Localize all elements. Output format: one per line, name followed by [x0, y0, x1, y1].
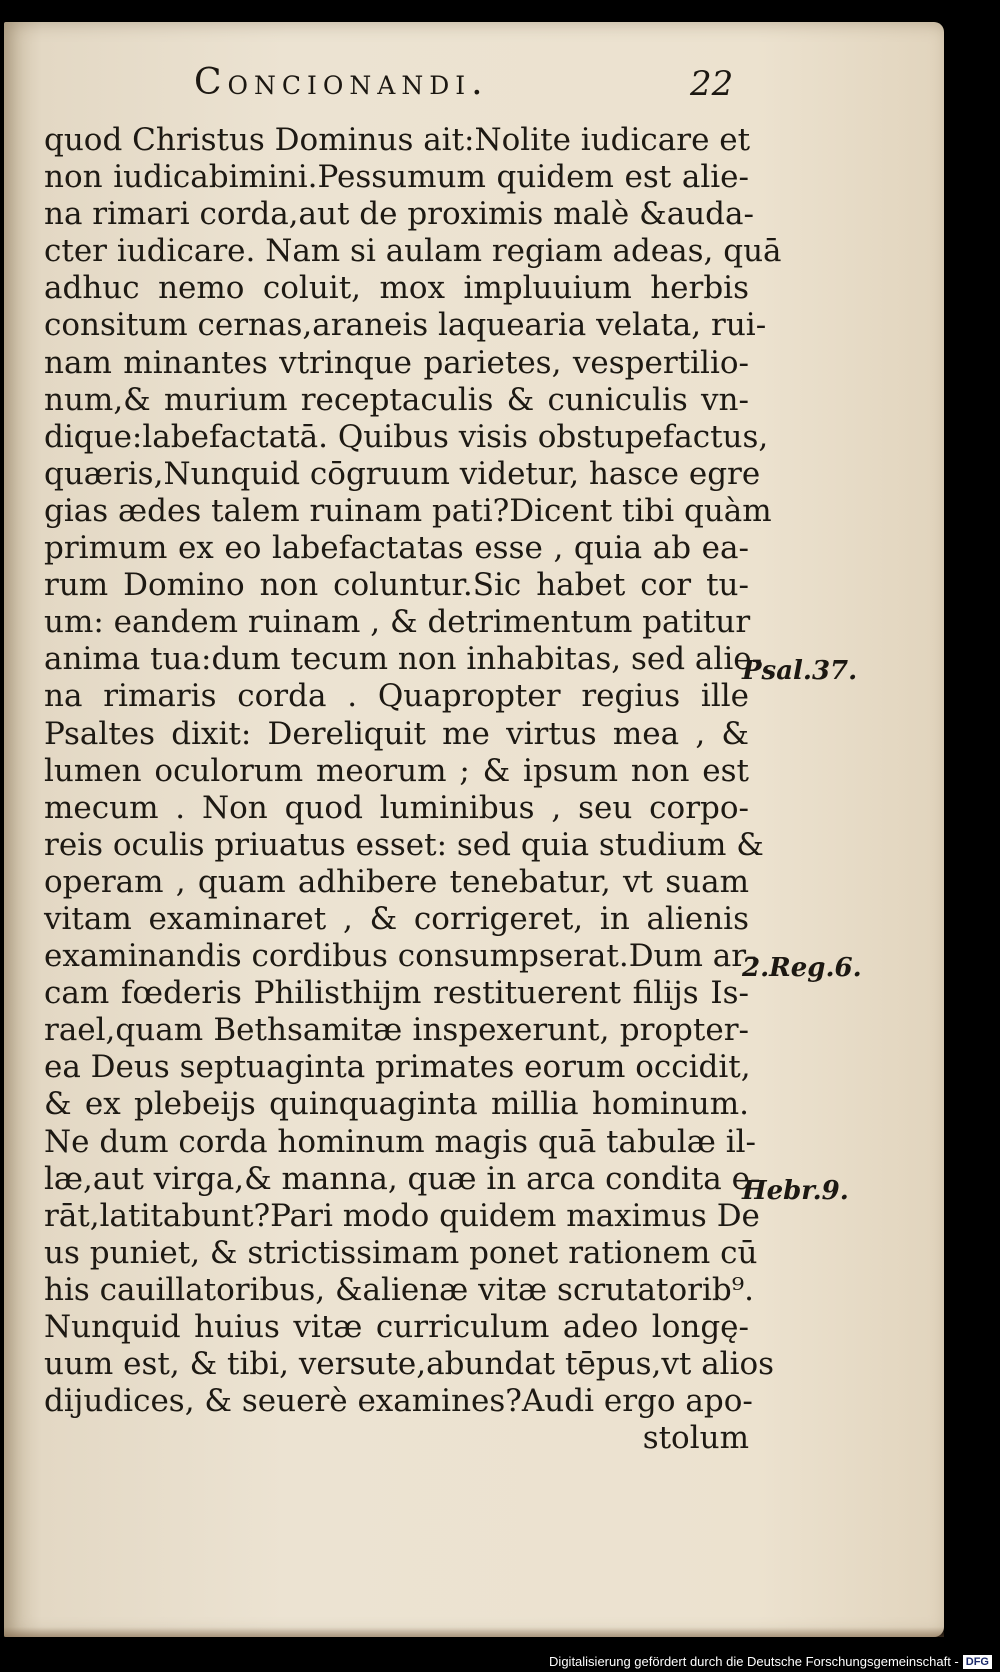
dfg-logo: DFG — [963, 1655, 992, 1669]
page-number: 22 — [690, 64, 734, 104]
credit-text: Digitalisierung gefördert durch die Deutsche Forschungsgemeinschaft - — [549, 1654, 959, 1669]
text-line: uum est, & tibi, versute,abundat tēpus,vt alios — [44, 1346, 775, 1383]
text-line: operam , quam adhibere tenebatur, vt suam — [44, 863, 749, 900]
text-line: anima tua:dum tecum non inhabitas, sed alie- — [44, 641, 763, 678]
text-line: dijudices, & seuerè examines?Audi ergo apo- — [44, 1383, 753, 1420]
text-line: us puniet, & strictissimam ponet rationem cū — [44, 1234, 758, 1271]
text-line: non iudicabimini.Pessumum quidem est alie- — [44, 159, 749, 196]
text-line: examinandis cordibus consumpserat.Dum ar- — [44, 938, 757, 975]
digitization-credit — [549, 1654, 992, 1669]
text-line: adhuc nemo coluit, mox impluuium herbis — [44, 270, 749, 307]
marginal-note-psalm: Psal.37. — [742, 656, 858, 686]
marginal-note-hebrews: Hebr.9. — [742, 1176, 849, 1206]
text-line: Ne dum corda hominum magis quā tabulæ il- — [44, 1123, 757, 1160]
text-line: vitam examinaret , & corrigeret, in alienis — [44, 900, 749, 937]
text-line: rum Domino non coluntur.Sic habet cor tu- — [44, 567, 749, 604]
text-line: mecum . Non quod luminibus , seu corpo- — [44, 789, 749, 826]
text-line: ea Deus septuaginta primates eorum occidit, — [44, 1049, 751, 1086]
text-line: gias ædes talem ruinam pati?Dicent tibi quàm — [44, 492, 772, 529]
text-line: lumen oculorum meorum ; & ipsum non est — [44, 752, 749, 789]
text-line: dique:labefactatā. Quibus visis obstupefactus, — [44, 418, 769, 455]
text-line: stolum — [642, 1420, 749, 1457]
page-header — [4, 62, 764, 112]
text-line: reis oculis priuatus esset: sed quia studium & — [44, 826, 764, 863]
text-line: his cauillatoribus, &alienæ vitæ scrutatorib⁹. — [44, 1271, 755, 1308]
text-line: Psaltes dixit: Dereliquit me virtus mea , & — [44, 715, 749, 752]
text-line: Nunquid huius vitæ curriculum adeo longę- — [44, 1309, 749, 1345]
text-line: rael,quam Bethsamitæ inspexerunt, propter- — [44, 1012, 749, 1049]
text-line: læ,aut virga,& manna, quæ in arca condita e- — [44, 1160, 761, 1197]
text-line: quod Christus Dominus ait:Nolite iudicare et — [44, 122, 751, 158]
text-line: cter iudicare. Nam si aulam regiam adeas, quā — [44, 233, 782, 270]
text-line: consitum cernas,araneis laquearia velata, rui- — [44, 307, 767, 344]
text-line: primum ex eo labefactatas esse , quia ab ea- — [44, 530, 749, 567]
text-line: na rimari corda,aut de proximis malè &auda- — [44, 196, 754, 233]
marginal-note-reges: 2.Reg.6. — [742, 953, 862, 983]
text-line: um: eandem ruinam , & detrimentum patitur — [44, 604, 751, 641]
text-line: rāt,latitabunt?Pari modo quidem maximus De — [44, 1197, 760, 1234]
text-line: cam fœderis Philisthijm restituerent filijs Is- — [44, 975, 749, 1012]
text-line: num,& murium receptaculis & cuniculis vn- — [44, 381, 749, 418]
body-text — [44, 122, 782, 1457]
book-page — [4, 22, 944, 1637]
text-line: nam minantes vtrinque parietes, vespertilio- — [44, 344, 749, 381]
running-head: Concionandi. — [194, 62, 489, 103]
text-line: quæris,Nunquid cōgruum videtur, hasce egre — [44, 455, 761, 492]
text-line: na rimaris corda . Quapropter regius ille — [44, 678, 749, 715]
text-line: & ex plebeijs quinquaginta millia hominum. — [44, 1086, 749, 1123]
